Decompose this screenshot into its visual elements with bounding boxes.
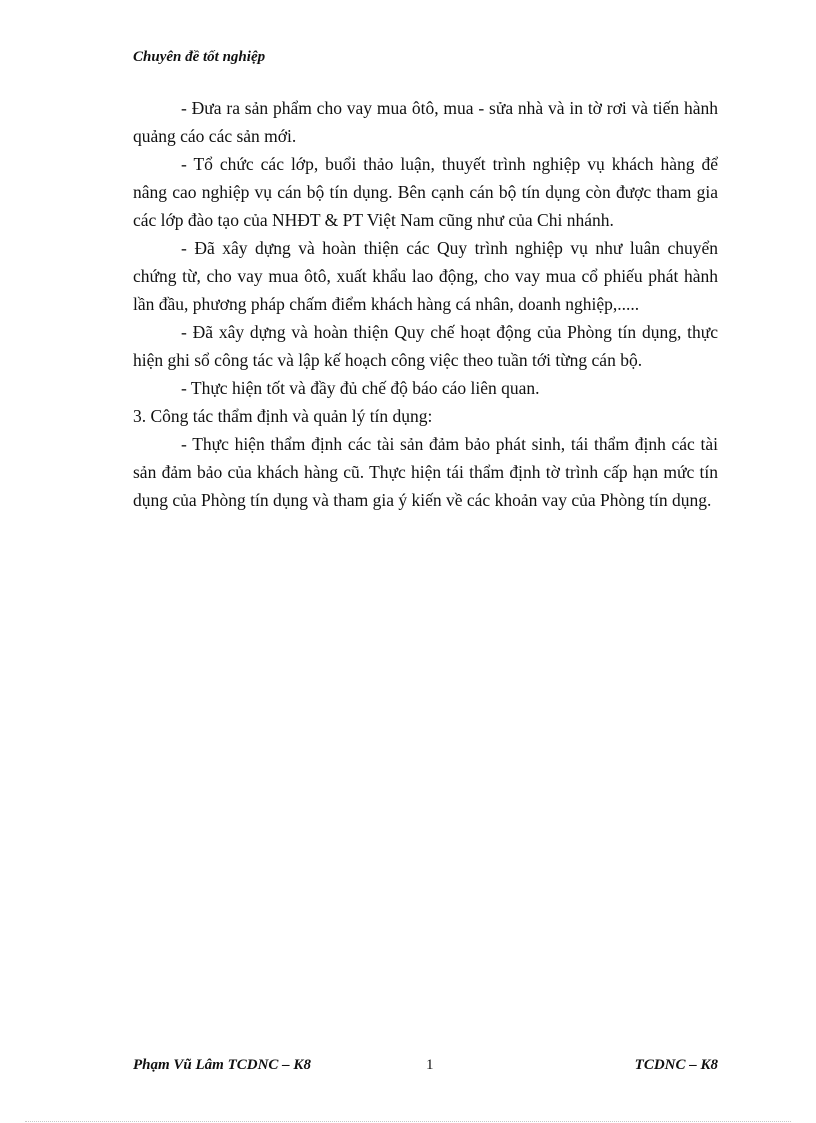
footer-class-code: TCDNC – K8 [634,1057,718,1073]
header-title: Chuyên đề tốt nghiệp [133,49,266,65]
page-footer [133,1057,718,1077]
paragraph-reporting: - Thực hiện tốt và đầy đủ chế độ báo cáo liên quan. [181,378,540,398]
page-bottom-edge [25,1121,791,1122]
section-heading-appraisal: 3. Công tác thẩm định và quản lý tín dụng: [133,406,433,426]
paragraph-appraisal: - Thực hiện thẩm định các tài sản đảm bảo phát sinh, tái thẩm định các tài sản đảm bảo của khách hàng cũ. Thực hiện tái thẩm định tờ trình cấp hạn mức tín dụng của Phòng tín dụng và tham gia ý kiến về các khoản vay của Phòng tín dụng. [133,434,718,510]
paragraph-training: - Tổ chức các lớp, buổi thảo luận, thuyết trình nghiệp vụ khách hàng để nâng cao nghiệp vụ cán bộ tín dụng. Bên cạnh cán bộ tín dụng còn được tham gia các lớp đào tạo của NHĐT & PT Việt Nam cũng như của Chi nhánh. [133,154,718,230]
footer-author: Phạm Vũ Lâm TCDNC – K8 [133,1057,311,1073]
paragraph-product-launch: - Đưa ra sản phẩm cho vay mua ôtô, mua - sửa nhà và in tờ rơi và tiến hành quảng cáo các sản mới. [133,98,718,146]
paragraph-procedures: - Đã xây dựng và hoàn thiện các Quy trình nghiệp vụ như luân chuyển chứng từ, cho vay mua ôtô, xuất khẩu lao động, cho vay mua cổ phiếu phát hành lần đầu, phương pháp chấm điểm khách hàng cá nhân, doanh nghiệp,..... [133,238,718,314]
document-body [133,94,718,514]
page-number: 1 [426,1057,434,1073]
paragraph-regulations: - Đã xây dựng và hoàn thiện Quy chế hoạt động của Phòng tín dụng, thực hiện ghi sổ công tác và lập kế hoạch công việc theo tuần tới từng cán bộ. [133,322,718,370]
